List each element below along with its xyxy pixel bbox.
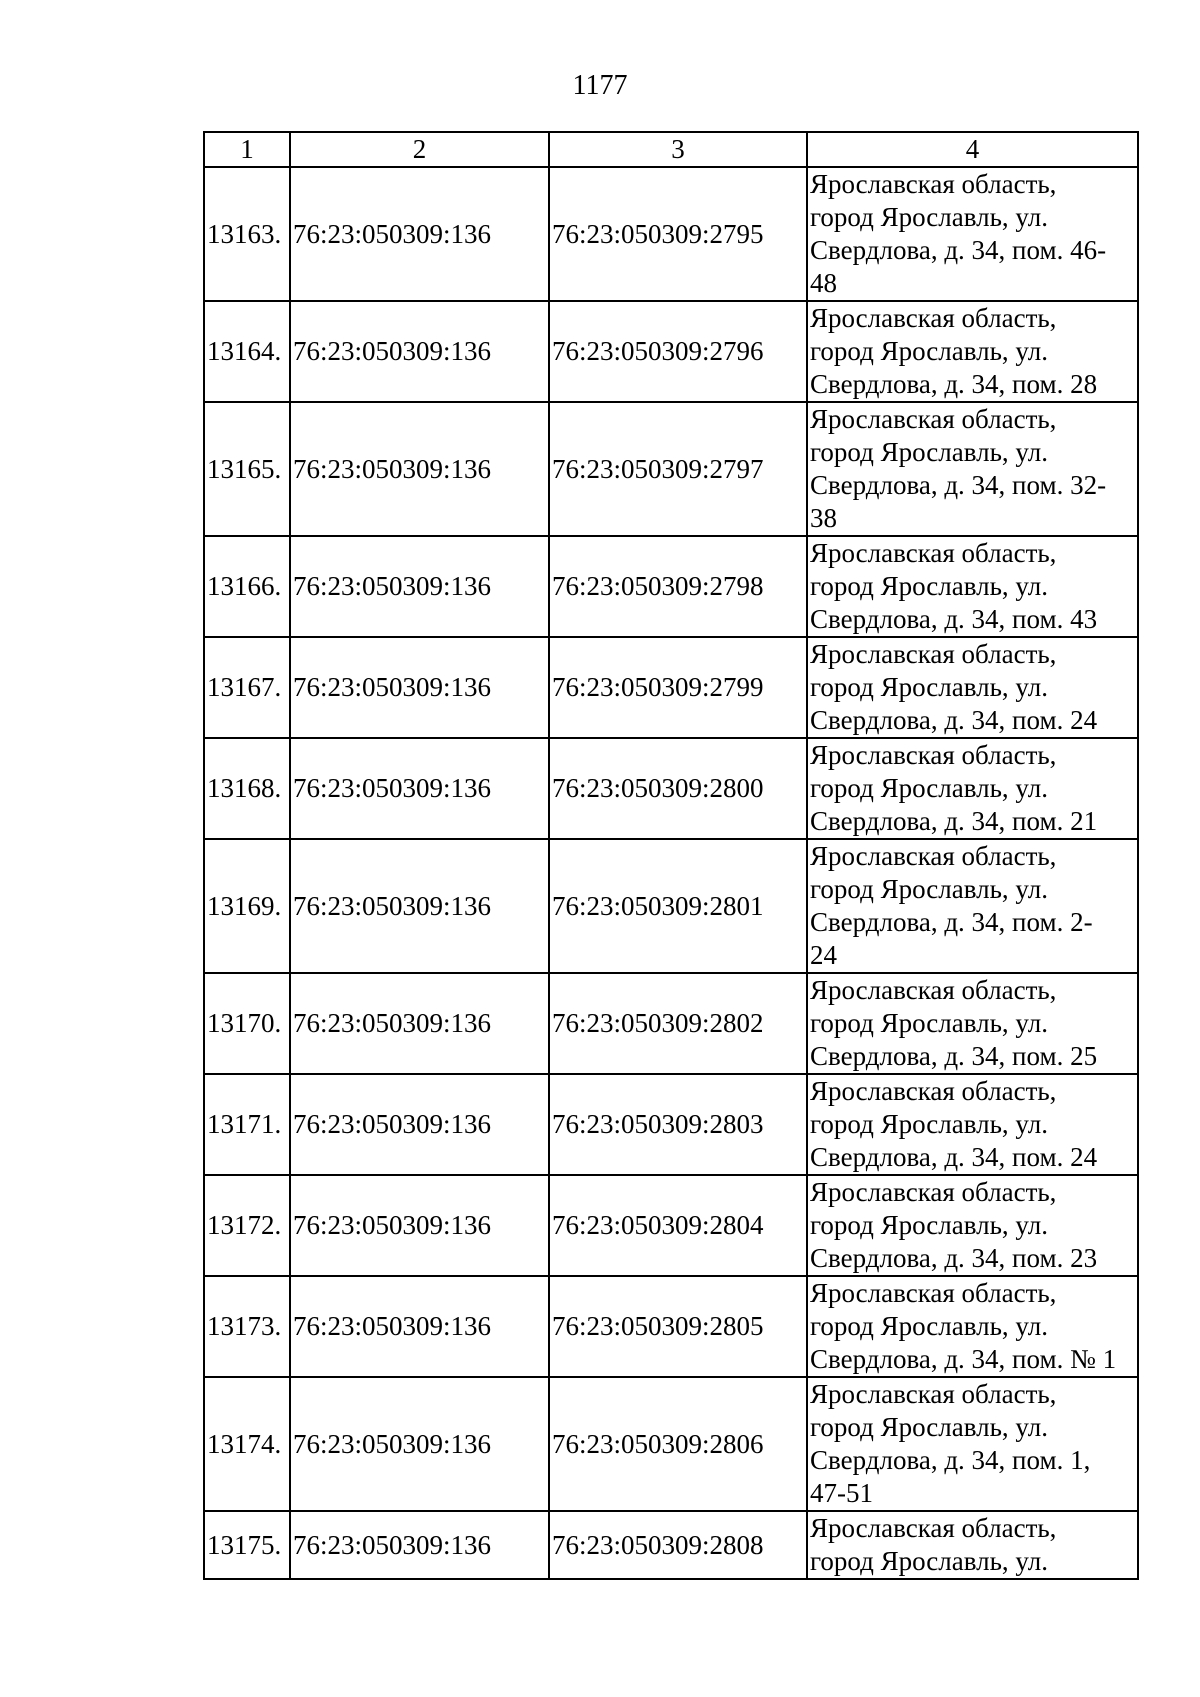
object-address: Ярославская область, город Ярославль, ул. Свердлова, д. 34, пом. 43 <box>807 536 1138 637</box>
object-cadastral-number: 76:23:050309:2801 <box>549 839 807 973</box>
row-number: 13168. <box>204 738 290 839</box>
object-cadastral-number: 76:23:050309:2795 <box>549 167 807 301</box>
header-cell-4: 4 <box>807 132 1138 167</box>
table-row <box>204 1276 1138 1377</box>
table-row <box>204 402 1138 536</box>
row-number: 13174. <box>204 1377 290 1511</box>
object-cadastral-number: 76:23:050309:2796 <box>549 301 807 402</box>
parcel-cadastral-number: 76:23:050309:136 <box>290 167 549 301</box>
row-number: 13170. <box>204 973 290 1074</box>
parcel-cadastral-number: 76:23:050309:136 <box>290 402 549 536</box>
parcel-cadastral-number: 76:23:050309:136 <box>290 839 549 973</box>
object-address: Ярославская область, город Ярославль, ул. Свердлова, д. 34, пом. 23 <box>807 1175 1138 1276</box>
parcel-cadastral-number: 76:23:050309:136 <box>290 301 549 402</box>
header-cell-1: 1 <box>204 132 290 167</box>
parcel-cadastral-number: 76:23:050309:136 <box>290 1377 549 1511</box>
object-cadastral-number: 76:23:050309:2797 <box>549 402 807 536</box>
table-header <box>204 132 1138 167</box>
object-address: Ярославская область, город Ярославль, ул. Свердлова, д. 34, пом. 28 <box>807 301 1138 402</box>
row-number: 13165. <box>204 402 290 536</box>
row-number: 13171. <box>204 1074 290 1175</box>
table-row <box>204 1511 1138 1579</box>
parcel-cadastral-number: 76:23:050309:136 <box>290 1511 549 1579</box>
object-address: Ярославская область, город Ярославль, ул. Свердлова, д. 34, пом. 46- 48 <box>807 167 1138 301</box>
table-row <box>204 1175 1138 1276</box>
parcel-cadastral-number: 76:23:050309:136 <box>290 1175 549 1276</box>
header-row <box>204 132 1138 167</box>
object-cadastral-number: 76:23:050309:2800 <box>549 738 807 839</box>
object-address: Ярославская область, город Ярославль, ул. Свердлова, д. 34, пом. 32- 38 <box>807 402 1138 536</box>
object-cadastral-number: 76:23:050309:2804 <box>549 1175 807 1276</box>
table-row <box>204 973 1138 1074</box>
table-row <box>204 536 1138 637</box>
row-number: 13173. <box>204 1276 290 1377</box>
page-number: 1177 <box>572 70 628 101</box>
table-row <box>204 1377 1138 1511</box>
row-number: 13164. <box>204 301 290 402</box>
header-cell-2: 2 <box>290 132 549 167</box>
object-cadastral-number: 76:23:050309:2803 <box>549 1074 807 1175</box>
object-address: Ярославская область, город Ярославль, ул. Свердлова, д. 34, пом. 1, 47-51 <box>807 1377 1138 1511</box>
parcel-cadastral-number: 76:23:050309:136 <box>290 738 549 839</box>
table-row <box>204 839 1138 973</box>
parcel-cadastral-number: 76:23:050309:136 <box>290 536 549 637</box>
registry-table <box>203 131 1139 1580</box>
object-cadastral-number: 76:23:050309:2808 <box>549 1511 807 1579</box>
parcel-cadastral-number: 76:23:050309:136 <box>290 973 549 1074</box>
object-cadastral-number: 76:23:050309:2798 <box>549 536 807 637</box>
row-number: 13172. <box>204 1175 290 1276</box>
object-address: Ярославская область, город Ярославль, ул. <box>807 1511 1138 1579</box>
object-address: Ярославская область, город Ярославль, ул. Свердлова, д. 34, пом. 24 <box>807 1074 1138 1175</box>
table-row <box>204 738 1138 839</box>
table-row <box>204 637 1138 738</box>
parcel-cadastral-number: 76:23:050309:136 <box>290 1276 549 1377</box>
row-number: 13166. <box>204 536 290 637</box>
table-body <box>204 167 1138 1579</box>
row-number: 13169. <box>204 839 290 973</box>
table-row <box>204 167 1138 301</box>
table-row <box>204 1074 1138 1175</box>
row-number: 13163. <box>204 167 290 301</box>
object-address: Ярославская область, город Ярославль, ул. Свердлова, д. 34, пом. № 1 <box>807 1276 1138 1377</box>
object-address: Ярославская область, город Ярославль, ул. Свердлова, д. 34, пом. 25 <box>807 973 1138 1074</box>
object-address: Ярославская область, город Ярославль, ул. Свердлова, д. 34, пом. 21 <box>807 738 1138 839</box>
object-address: Ярославская область, город Ярославль, ул. Свердлова, д. 34, пом. 2- 24 <box>807 839 1138 973</box>
object-cadastral-number: 76:23:050309:2802 <box>549 973 807 1074</box>
table-row <box>204 301 1138 402</box>
parcel-cadastral-number: 76:23:050309:136 <box>290 1074 549 1175</box>
object-cadastral-number: 76:23:050309:2805 <box>549 1276 807 1377</box>
object-cadastral-number: 76:23:050309:2806 <box>549 1377 807 1511</box>
row-number: 13167. <box>204 637 290 738</box>
object-address: Ярославская область, город Ярославль, ул. Свердлова, д. 34, пом. 24 <box>807 637 1138 738</box>
parcel-cadastral-number: 76:23:050309:136 <box>290 637 549 738</box>
row-number: 13175. <box>204 1511 290 1579</box>
object-cadastral-number: 76:23:050309:2799 <box>549 637 807 738</box>
header-cell-3: 3 <box>549 132 807 167</box>
